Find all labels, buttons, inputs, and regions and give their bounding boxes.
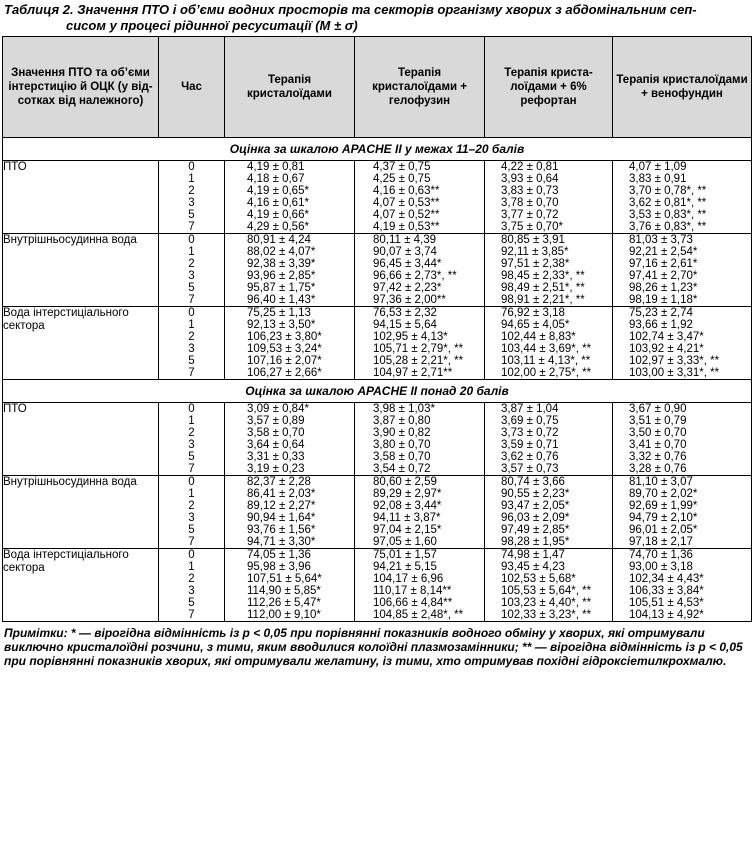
cell-value: 107,16 ± 2,07* — [247, 355, 322, 367]
value-cell — [355, 549, 485, 622]
hour-value: 0 — [188, 549, 195, 561]
caption-line-1: Таблиця 2. Значення ПТО і об’єми водних просторів та секторів організму хворих з абдомінальним сеп- — [4, 2, 697, 17]
cell-value: 94,71 ± 3,30* — [247, 536, 316, 548]
cell-value: 105,71 ± 2,79*, ** — [373, 343, 464, 355]
value-cell — [225, 234, 355, 307]
cell-value: 94,79 ± 2,10* — [629, 512, 698, 524]
hour-lines — [159, 403, 224, 475]
cell-value: 102,74 ± 3,47* — [629, 331, 704, 343]
hour-value: 2 — [188, 427, 195, 439]
hour-value: 1 — [188, 488, 195, 500]
cell-value: 97,05 ± 1,60 — [373, 536, 437, 548]
cell-value: 106,66 ± 4,84** — [373, 597, 453, 609]
cell-value: 3,58 ± 0,70 — [247, 427, 305, 439]
table-caption — [0, 0, 753, 36]
cell-value: 3,57 ± 0,89 — [247, 415, 305, 427]
cell-value: 114,90 ± 5,85* — [247, 585, 321, 597]
value-cell — [355, 307, 485, 380]
hours-cell — [159, 476, 225, 549]
table-row — [3, 161, 752, 234]
cell-value: 92,13 ± 3,50* — [247, 319, 316, 331]
cell-value: 104,85 ± 2,48*, ** — [373, 609, 464, 621]
hours-cell — [159, 549, 225, 622]
cell-value: 4,16 ± 0,63** — [373, 185, 440, 197]
hour-lines — [159, 161, 224, 233]
cell-value: 90,55 ± 2,23* — [501, 488, 570, 500]
hour-value: 0 — [188, 476, 195, 488]
cell-value: 75,25 ± 1,13 — [247, 307, 311, 319]
cell-value: 3,67 ± 0,90 — [629, 403, 687, 415]
hour-value: 7 — [188, 463, 195, 475]
section-row — [3, 380, 752, 403]
cell-value: 94,15 ± 5,64 — [373, 319, 437, 331]
cell-value: 93,00 ± 3,18 — [629, 561, 693, 573]
hour-value: 5 — [188, 209, 195, 221]
cell-value: 4,19 ± 0,53** — [373, 221, 440, 233]
value-cell — [225, 476, 355, 549]
value-cell — [613, 403, 752, 476]
value-cell — [613, 476, 752, 549]
cell-value: 3,50 ± 0,70 — [629, 427, 687, 439]
cell-value: 75,23 ± 2,74 — [629, 307, 693, 319]
hour-value: 0 — [188, 234, 195, 246]
hour-value: 3 — [188, 439, 195, 451]
cell-lines — [501, 234, 612, 306]
table-notes: Примітки: * — вірогідна відмінність із р < 0,05 при порівнянні показників водного обміну у хворих, які отримували виключно кристалоїдні розчини, з тими, яким вводилися колоїдні плазмозамінники; ** — вірогідна відмінність із р < 0,05 при порівнянні показників хворих, які отримували желатину, із тими, хто отримував похідні гідроксіетилкрохмалю. — [4, 626, 743, 668]
cell-lines — [501, 476, 612, 548]
indicator-label: Вода інтерстиціального сектора — [3, 307, 159, 380]
header-hours: Час — [159, 37, 225, 138]
cell-value: 4,16 ± 0,61* — [247, 197, 309, 209]
table-row — [3, 476, 752, 549]
hour-value: 5 — [188, 355, 195, 367]
cell-lines — [373, 161, 484, 233]
cell-lines — [501, 549, 612, 621]
cell-value: 93,66 ± 1,92 — [629, 319, 693, 331]
cell-value: 4,19 ± 0,65* — [247, 185, 309, 197]
cell-value: 89,29 ± 2,97* — [373, 488, 442, 500]
indicator-label: ПТО — [3, 161, 159, 234]
cell-value: 94,65 ± 4,05* — [501, 319, 570, 331]
cell-value: 3,76 ± 0,83*, ** — [629, 221, 707, 233]
cell-value: 74,05 ± 1,36 — [247, 549, 311, 561]
indicator-label: Внутрішньосудинна вода — [3, 234, 159, 307]
value-cell — [485, 161, 613, 234]
cell-value: 3,83 ± 0,91 — [629, 173, 687, 185]
cell-value: 102,53 ± 5,68* — [501, 573, 576, 585]
cell-value: 96,03 ± 2,09* — [501, 512, 570, 524]
value-cell — [613, 234, 752, 307]
cell-value: 3,77 ± 0,72 — [501, 209, 559, 221]
cell-value: 3,98 ± 1,03* — [373, 403, 435, 415]
value-cell — [225, 403, 355, 476]
cell-value: 104,17 ± 6,96 — [373, 573, 444, 585]
cell-value: 102,00 ± 2,75*, ** — [501, 367, 592, 379]
value-cell — [613, 161, 752, 234]
cell-value: 89,70 ± 2,02* — [629, 488, 698, 500]
hour-value: 7 — [188, 221, 195, 233]
cell-value: 93,76 ± 1,56* — [247, 524, 316, 536]
hour-value: 3 — [188, 585, 195, 597]
cell-value: 3,62 ± 0,76 — [501, 451, 559, 463]
hour-value: 1 — [188, 561, 195, 573]
header-indicator: Значення ПТО та об’єми інтерстицію й ОЦК (у від-сотках від належного) — [3, 37, 159, 138]
cell-value: 4,07 ± 0,52** — [373, 209, 440, 221]
cell-lines — [373, 234, 484, 306]
cell-value: 97,41 ± 2,70* — [629, 270, 698, 282]
cell-value: 3,57 ± 0,73 — [501, 463, 559, 475]
cell-value: 103,92 ± 4,21* — [629, 343, 704, 355]
cell-lines — [501, 403, 612, 475]
cell-value: 94,11 ± 3,87* — [373, 512, 441, 524]
cell-value: 4,22 ± 0,81 — [501, 161, 559, 173]
hour-value: 3 — [188, 197, 195, 209]
hour-value: 7 — [188, 367, 195, 379]
hour-value: 0 — [188, 403, 195, 415]
hours-cell — [159, 307, 225, 380]
cell-lines — [501, 161, 612, 233]
value-cell — [355, 403, 485, 476]
cell-value: 102,34 ± 4,43* — [629, 573, 704, 585]
cell-value: 90,07 ± 3,74 — [373, 246, 437, 258]
cell-value: 4,25 ± 0,75 — [373, 173, 431, 185]
value-cell — [225, 161, 355, 234]
header-gelofusine: Терапія кристалоїдами + гелофузин — [355, 37, 485, 138]
cell-value: 105,51 ± 4,53* — [629, 597, 704, 609]
cell-lines — [373, 307, 484, 379]
cell-value: 4,19 ± 0,66* — [247, 209, 309, 221]
header-crystalloids: Терапія кристалоїдами — [225, 37, 355, 138]
cell-lines — [247, 476, 354, 548]
cell-value: 76,53 ± 2,32 — [373, 307, 437, 319]
cell-value: 96,01 ± 2,05* — [629, 524, 698, 536]
section-title: Оцінка за шкалою APACHE II понад 20 балів — [3, 380, 752, 403]
hour-lines — [159, 476, 224, 548]
cell-value: 96,66 ± 2,73*, ** — [373, 270, 457, 282]
cell-value: 102,33 ± 3,23*, ** — [501, 609, 592, 621]
cell-value: 3,09 ± 0,84* — [247, 403, 309, 415]
indicator-label: Внутрішньосудинна вода — [3, 476, 159, 549]
cell-value: 3,80 ± 0,70 — [373, 439, 431, 451]
cell-value: 4,37 ± 0,75 — [373, 161, 431, 173]
indicator-label: ПТО — [3, 403, 159, 476]
cell-value: 3,70 ± 0,78*, ** — [629, 185, 707, 197]
hour-value: 2 — [188, 573, 195, 585]
cell-value: 92,38 ± 3,39* — [247, 258, 316, 270]
cell-value: 3,62 ± 0,81*, ** — [629, 197, 707, 209]
cell-value: 4,07 ± 0,53** — [373, 197, 440, 209]
value-cell — [355, 476, 485, 549]
cell-value: 3,59 ± 0,71 — [501, 439, 559, 451]
cell-value: 3,41 ± 0,70 — [629, 439, 687, 451]
cell-value: 3,69 ± 0,75 — [501, 415, 559, 427]
value-cell — [485, 476, 613, 549]
cell-value: 97,18 ± 2,17 — [629, 536, 693, 548]
cell-value: 98,26 ± 1,23* — [629, 282, 698, 294]
table-row — [3, 549, 752, 622]
hour-value: 1 — [188, 173, 195, 185]
hours-cell — [159, 234, 225, 307]
cell-value: 74,70 ± 1,36 — [629, 549, 693, 561]
cell-value: 80,74 ± 3,66 — [501, 476, 565, 488]
cell-value: 92,11 ± 3,85* — [501, 246, 569, 258]
indicator-label: Вода інтерстиціального сектора — [3, 549, 159, 622]
section-row — [3, 138, 752, 161]
cell-value: 98,19 ± 1,18* — [629, 294, 698, 306]
cell-value: 4,29 ± 0,56* — [247, 221, 309, 233]
cell-value: 80,11 ± 4,39 — [373, 234, 437, 246]
value-cell — [355, 234, 485, 307]
cell-value: 104,97 ± 2,71** — [373, 367, 453, 379]
cell-value: 3,78 ± 0,70 — [501, 197, 559, 209]
cell-lines — [247, 161, 354, 233]
cell-value: 97,42 ± 2,23* — [373, 282, 442, 294]
cell-value: 106,33 ± 3,84* — [629, 585, 704, 597]
table-body — [3, 138, 752, 622]
hours-cell — [159, 161, 225, 234]
table-row — [3, 307, 752, 380]
cell-value: 3,90 ± 0,82 — [373, 427, 431, 439]
cell-lines — [247, 403, 354, 475]
cell-value: 105,28 ± 2,21*, ** — [373, 355, 464, 367]
header-venofundin: Терапія кристалоїдами + венофундин — [613, 37, 752, 138]
hour-value: 1 — [188, 319, 195, 331]
hour-lines — [159, 234, 224, 306]
cell-lines — [247, 549, 354, 621]
cell-value: 92,21 ± 2,54* — [629, 246, 698, 258]
cell-value: 96,40 ± 1,43* — [247, 294, 316, 306]
header-row — [3, 37, 752, 138]
section-title: Оцінка за шкалою APACHE II у межах 11–20 балів — [3, 138, 752, 161]
hour-value: 1 — [188, 246, 195, 258]
cell-value: 74,98 ± 1,47 — [501, 549, 565, 561]
cell-value: 107,51 ± 5,64* — [247, 573, 322, 585]
hour-value: 7 — [188, 536, 195, 548]
hour-value: 5 — [188, 597, 195, 609]
cell-value: 81,03 ± 3,73 — [629, 234, 693, 246]
hour-value: 5 — [188, 282, 195, 294]
cell-value: 3,87 ± 0,80 — [373, 415, 431, 427]
value-cell — [485, 234, 613, 307]
cell-value: 110,17 ± 8,14** — [373, 585, 452, 597]
cell-value: 95,87 ± 1,75* — [247, 282, 316, 294]
cell-value: 80,85 ± 3,91 — [501, 234, 565, 246]
cell-lines — [373, 403, 484, 475]
cell-value: 93,96 ± 2,85* — [247, 270, 316, 282]
cell-value: 98,28 ± 1,95* — [501, 536, 570, 548]
cell-value: 102,95 ± 4,13* — [373, 331, 448, 343]
value-cell — [485, 403, 613, 476]
cell-value: 76,92 ± 3,18 — [501, 307, 565, 319]
hour-lines — [159, 307, 224, 379]
hour-value: 0 — [188, 307, 195, 319]
cell-value: 86,41 ± 2,03* — [247, 488, 316, 500]
cell-value: 3,51 ± 0,79 — [629, 415, 687, 427]
hour-value: 2 — [188, 331, 195, 343]
cell-value: 102,97 ± 3,33*, ** — [629, 355, 720, 367]
cell-value: 93,47 ± 2,05* — [501, 500, 570, 512]
cell-value: 81,10 ± 3,07 — [629, 476, 693, 488]
cell-value: 105,53 ± 5,64*, ** — [501, 585, 592, 597]
cell-lines — [629, 161, 751, 233]
value-cell — [485, 307, 613, 380]
table-row — [3, 234, 752, 307]
hour-value: 2 — [188, 500, 195, 512]
cell-value: 94,21 ± 5,15 — [373, 561, 437, 573]
cell-value: 3,58 ± 0,70 — [373, 451, 431, 463]
cell-value: 90,94 ± 1,64* — [247, 512, 316, 524]
hour-value: 1 — [188, 415, 195, 427]
hour-value: 2 — [188, 185, 195, 197]
value-cell — [225, 307, 355, 380]
cell-value: 103,44 ± 3,69*, ** — [501, 343, 592, 355]
cell-value: 82,37 ± 2,28 — [247, 476, 311, 488]
data-table — [2, 36, 752, 622]
cell-value: 88,02 ± 4,07* — [247, 246, 316, 258]
cell-value: 3,75 ± 0,70* — [501, 221, 563, 233]
cell-value: 112,00 ± 9,10* — [247, 609, 321, 621]
cell-value: 3,64 ± 0,64 — [247, 439, 305, 451]
cell-value: 3,73 ± 0,72 — [501, 427, 559, 439]
cell-value: 3,93 ± 0,64 — [501, 173, 559, 185]
hour-value: 3 — [188, 512, 195, 524]
cell-value: 93,45 ± 4,23 — [501, 561, 565, 573]
cell-value: 3,54 ± 0,72 — [373, 463, 431, 475]
value-cell — [485, 549, 613, 622]
hour-value: 5 — [188, 524, 195, 536]
hour-value: 0 — [188, 161, 195, 173]
cell-lines — [629, 403, 751, 475]
cell-value: 98,91 ± 2,21*, ** — [501, 294, 585, 306]
cell-value: 103,23 ± 4,40*, ** — [501, 597, 592, 609]
cell-value: 102,44 ± 8,83* — [501, 331, 576, 343]
cell-value: 97,04 ± 2,15* — [373, 524, 442, 536]
value-cell — [613, 549, 752, 622]
cell-value: 80,60 ± 2,59 — [373, 476, 437, 488]
value-cell — [355, 161, 485, 234]
cell-value: 3,31 ± 0,33 — [247, 451, 305, 463]
cell-value: 97,49 ± 2,85* — [501, 524, 570, 536]
cell-value: 96,45 ± 3,44* — [373, 258, 442, 270]
cell-value: 106,27 ± 2,66* — [247, 367, 322, 379]
cell-value: 98,45 ± 2,33*, ** — [501, 270, 585, 282]
value-cell — [225, 549, 355, 622]
cell-value: 97,16 ± 2,61* — [629, 258, 698, 270]
cell-lines — [629, 234, 751, 306]
cell-lines — [247, 307, 354, 379]
cell-value: 80,91 ± 4,24 — [247, 234, 311, 246]
cell-value: 92,69 ± 1,99* — [629, 500, 698, 512]
cell-value: 4,18 ± 0,67 — [247, 173, 305, 185]
cell-value: 109,53 ± 3,24* — [247, 343, 322, 355]
cell-lines — [629, 476, 751, 548]
cell-value: 95,98 ± 3,96 — [247, 561, 311, 573]
cell-lines — [247, 234, 354, 306]
cell-value: 4,19 ± 0,81 — [247, 161, 305, 173]
cell-value: 106,23 ± 3,80* — [247, 331, 322, 343]
caption-line-2: сисом у процесі рідинної ресуситації (М ± σ) — [66, 18, 358, 33]
cell-value: 103,00 ± 3,31*, ** — [629, 367, 720, 379]
cell-value: 89,12 ± 2,27* — [247, 500, 316, 512]
cell-value: 3,32 ± 0,76 — [629, 451, 687, 463]
cell-value: 75,01 ± 1,57 — [373, 549, 437, 561]
hour-value: 2 — [188, 258, 195, 270]
cell-value: 97,51 ± 2,38* — [501, 258, 570, 270]
hour-value: 3 — [188, 270, 195, 282]
cell-value: 104,13 ± 4,92* — [629, 609, 704, 621]
cell-lines — [373, 549, 484, 621]
hour-value: 3 — [188, 343, 195, 355]
hour-lines — [159, 549, 224, 621]
cell-value: 3,53 ± 0,83*, ** — [629, 209, 707, 221]
value-cell — [613, 307, 752, 380]
cell-value: 3,28 ± 0,76 — [629, 463, 687, 475]
hour-value: 5 — [188, 451, 195, 463]
cell-lines — [629, 307, 751, 379]
cell-value: 103,11 ± 4,13*, ** — [501, 355, 591, 367]
hour-value: 7 — [188, 294, 195, 306]
cell-value: 92,08 ± 3,44* — [373, 500, 442, 512]
cell-value: 112,26 ± 5,47* — [247, 597, 321, 609]
table-row — [3, 403, 752, 476]
hour-value: 7 — [188, 609, 195, 621]
cell-lines — [501, 307, 612, 379]
cell-value: 98,49 ± 2,51*, ** — [501, 282, 585, 294]
hours-cell — [159, 403, 225, 476]
cell-value: 3,87 ± 1,04 — [501, 403, 559, 415]
cell-value: 3,83 ± 0,73 — [501, 185, 559, 197]
cell-value: 3,19 ± 0,23 — [247, 463, 305, 475]
cell-value: 4,07 ± 1,09 — [629, 161, 687, 173]
cell-lines — [373, 476, 484, 548]
cell-lines — [629, 549, 751, 621]
cell-value: 97,36 ± 2,00** — [373, 294, 446, 306]
header-refortan: Терапія криста-лоїдами + 6% рефортан — [485, 37, 613, 138]
